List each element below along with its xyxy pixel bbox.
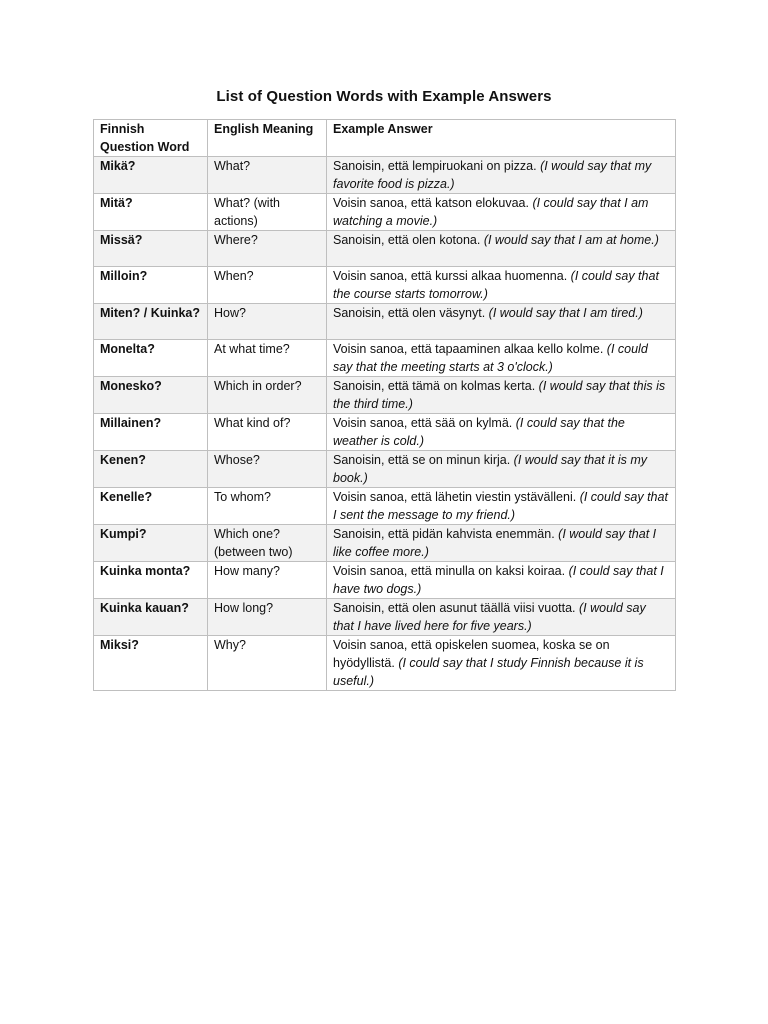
example-finnish: Voisin sanoa, että katson elokuvaa. <box>333 196 529 210</box>
english-meaning: How? <box>208 304 327 340</box>
english-meaning: How many? <box>208 562 327 599</box>
table-row <box>94 414 676 451</box>
example-finnish: Voisin sanoa, että sää on kylmä. <box>333 416 513 430</box>
example-english: (I would say that this is the third time.) <box>333 379 666 411</box>
table-row <box>94 451 676 488</box>
table-row <box>94 231 676 267</box>
finnish-word: Mitä? <box>94 194 208 231</box>
header-english: English Meaning <box>208 120 327 157</box>
question-words-table <box>93 119 676 691</box>
example-english: (I could say that the weather is cold.) <box>333 416 625 448</box>
table-header-row <box>94 120 676 157</box>
finnish-word: Kenen? <box>94 451 208 488</box>
table-row <box>94 377 676 414</box>
english-meaning: How long? <box>208 599 327 636</box>
example-english: (I could say that the meeting starts at 3 o'clock.) <box>333 342 648 374</box>
english-meaning: At what time? <box>208 340 327 377</box>
finnish-word: Kuinka monta? <box>94 562 208 599</box>
finnish-word: Monesko? <box>94 377 208 414</box>
example-finnish: Voisin sanoa, että kurssi alkaa huomenna. <box>333 269 568 283</box>
english-meaning: Which in order? <box>208 377 327 414</box>
table-row <box>94 194 676 231</box>
header-example: Example Answer <box>327 120 676 157</box>
example-english: (I would say that I have lived here for five years.) <box>333 601 646 633</box>
document-title: List of Question Words with Example Answers <box>216 88 552 105</box>
example-english: (I could say that I have two dogs.) <box>333 564 664 596</box>
table-row <box>94 599 676 636</box>
english-meaning: What? (with actions) <box>208 194 327 231</box>
example-answer <box>327 599 676 636</box>
example-answer <box>327 525 676 562</box>
table-row <box>94 267 676 304</box>
english-meaning: Why? <box>208 636 327 691</box>
finnish-word: Mikä? <box>94 157 208 194</box>
example-finnish: Sanoisin, että lempiruokani on pizza. <box>333 159 537 173</box>
example-finnish: Sanoisin, että pidän kahvista enemmän. <box>333 527 555 541</box>
table-row <box>94 488 676 525</box>
example-english: (I would say that I am at home.) <box>483 233 659 247</box>
english-meaning: To whom? <box>208 488 327 525</box>
example-finnish: Sanoisin, että se on minun kirja. <box>333 453 511 467</box>
example-english: (I could say that the course starts tomorrow.) <box>333 269 659 301</box>
example-english: (I could say that I study Finnish because it is useful.) <box>333 656 644 688</box>
example-answer <box>327 562 676 599</box>
english-meaning: Where? <box>208 231 327 267</box>
example-english: (I would say that it is my book.) <box>333 453 648 485</box>
example-answer <box>327 304 676 340</box>
example-finnish: Sanoisin, että olen kotona. <box>333 233 481 247</box>
example-finnish: Voisin sanoa, että minulla on kaksi koiraa. <box>333 564 566 578</box>
example-finnish: Voisin sanoa, että lähetin viestin ystävälleni. <box>333 490 577 504</box>
header-finnish: Finnish Question Word <box>94 120 208 157</box>
example-english: (I would say that I am tired.) <box>488 306 643 320</box>
table-row <box>94 636 676 691</box>
example-finnish: Sanoisin, että tämä on kolmas kerta. <box>333 379 536 393</box>
table-row <box>94 525 676 562</box>
example-answer <box>327 194 676 231</box>
example-english: (I could say that I sent the message to my friend.) <box>333 490 668 522</box>
finnish-word: Miten? / Kuinka? <box>94 304 208 340</box>
finnish-word: Monelta? <box>94 340 208 377</box>
english-meaning: Which one? (between two) <box>208 525 327 562</box>
example-answer <box>327 231 676 267</box>
example-english: (I would say that I like coffee more.) <box>333 527 657 559</box>
finnish-word: Missä? <box>94 231 208 267</box>
example-finnish: Voisin sanoa, että tapaaminen alkaa kello kolme. <box>333 342 604 356</box>
example-answer <box>327 267 676 304</box>
table-row <box>94 157 676 194</box>
english-meaning: Whose? <box>208 451 327 488</box>
table-row <box>94 562 676 599</box>
english-meaning: What kind of? <box>208 414 327 451</box>
example-finnish: Voisin sanoa, että opiskelen suomea, koska se on hyödyllistä. <box>333 638 610 670</box>
example-finnish: Sanoisin, että olen väsynyt. <box>333 306 486 320</box>
example-answer <box>327 414 676 451</box>
example-answer <box>327 157 676 194</box>
finnish-word: Millainen? <box>94 414 208 451</box>
finnish-word: Kumpi? <box>94 525 208 562</box>
example-english: (I could say that I am watching a movie.) <box>333 196 649 228</box>
example-answer <box>327 488 676 525</box>
example-answer <box>327 451 676 488</box>
finnish-word: Kenelle? <box>94 488 208 525</box>
example-answer <box>327 340 676 377</box>
example-answer <box>327 636 676 691</box>
table-row <box>94 340 676 377</box>
example-english: (I would say that my favorite food is pizza.) <box>333 159 652 191</box>
finnish-word: Milloin? <box>94 267 208 304</box>
finnish-word: Miksi? <box>94 636 208 691</box>
example-finnish: Sanoisin, että olen asunut täällä viisi vuotta. <box>333 601 576 615</box>
english-meaning: When? <box>208 267 327 304</box>
english-meaning: What? <box>208 157 327 194</box>
table-row <box>94 304 676 340</box>
finnish-word: Kuinka kauan? <box>94 599 208 636</box>
example-answer <box>327 377 676 414</box>
